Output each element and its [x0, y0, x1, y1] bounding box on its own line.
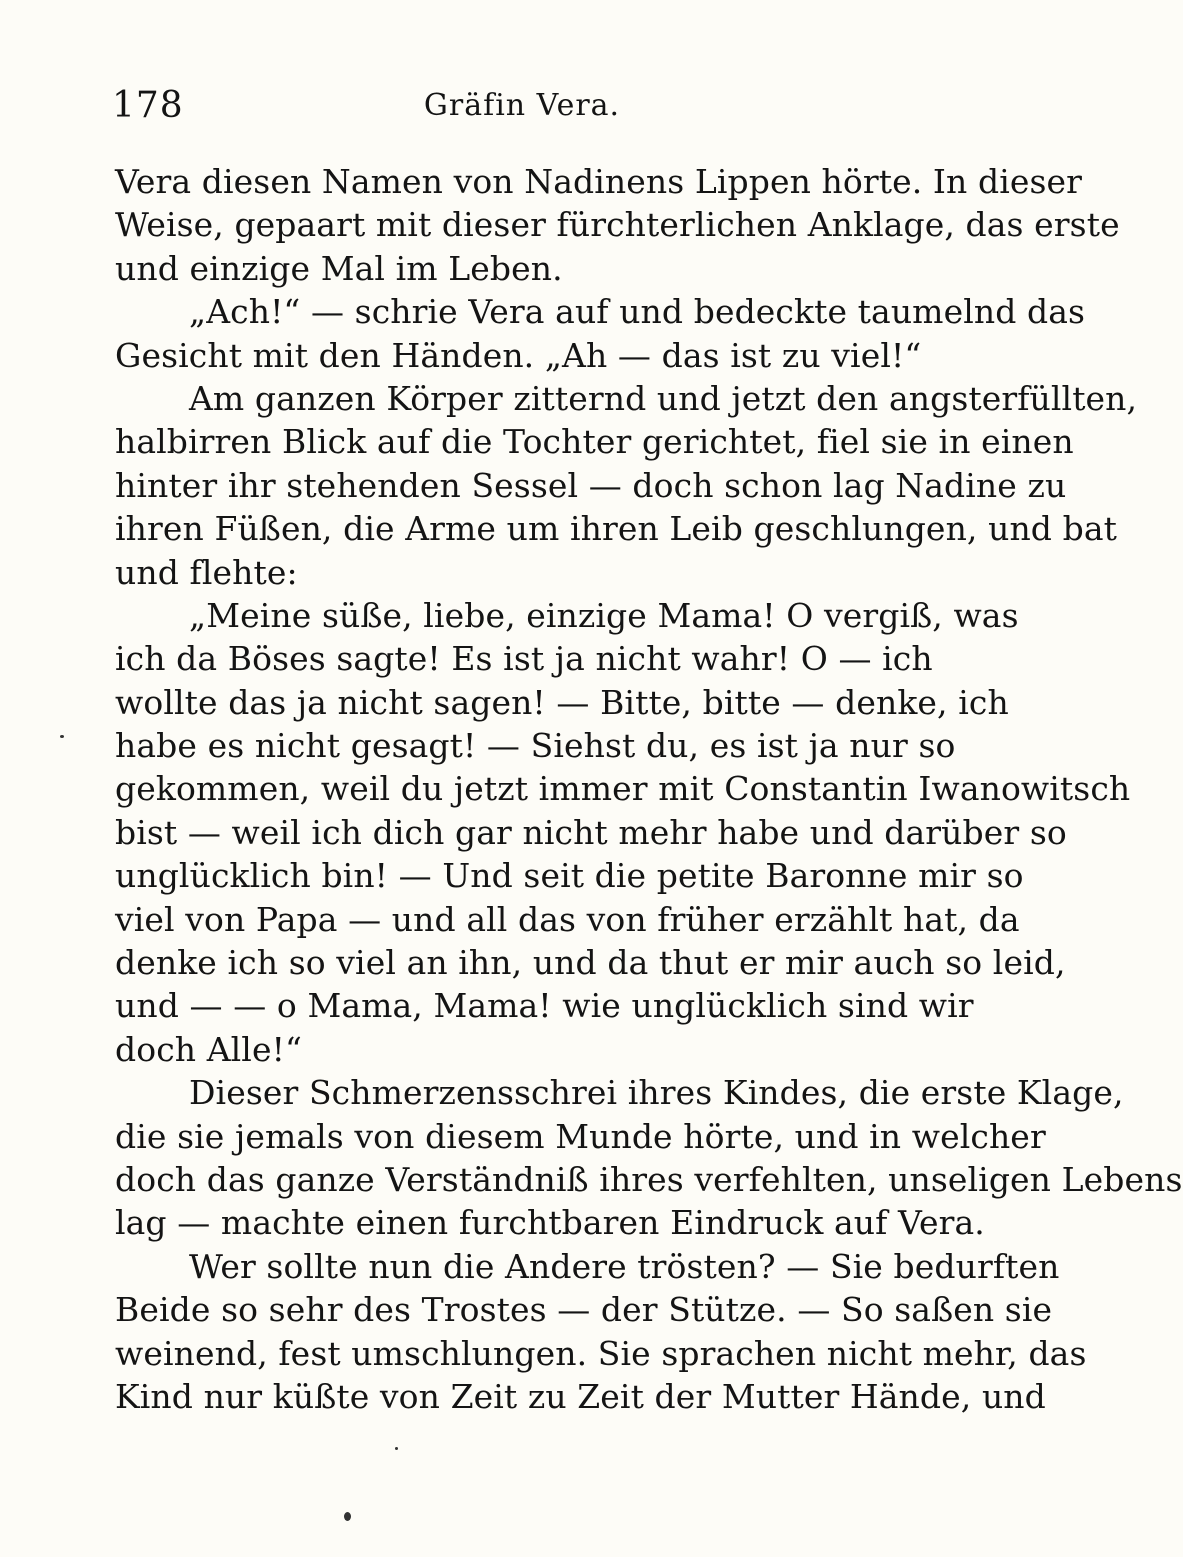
text-line: und flehte: [115, 552, 298, 592]
text-line: viel von Papa — und all das von früher erzählt hat, da [115, 899, 1020, 939]
text-line: weinend, fest umschlungen. Sie sprachen nicht mehr, das [115, 1333, 1087, 1373]
page-number: 178 [112, 85, 184, 126]
text-line: bist — weil ich dich gar nicht mehr habe und darüber so [115, 812, 1067, 852]
text-line: wollte das ja nicht sagen! — Bitte, bitte — denke, ich [115, 682, 1009, 722]
text-line: und — — o Mama, Mama! wie unglücklich sind wir [115, 986, 974, 1026]
ink-speck [344, 1512, 351, 1521]
text-line: gekommen, weil du jetzt immer mit Constantin Iwanowitsch [115, 769, 1131, 809]
text-line: Vera diesen Namen von Nadinens Lippen hörte. In dieser [115, 162, 1083, 201]
text-line: halbirren Blick auf die Tochter gerichtet, fiel sie in einen [115, 422, 1074, 462]
text-line: ihren Füßen, die Arme um ihren Leib geschlungen, und bat [115, 509, 1117, 549]
text-line: Beide so sehr des Trostes — der Stütze. — So saßen sie [115, 1290, 1053, 1330]
ink-speck [395, 1447, 398, 1450]
text-line: „Ach!“ — schrie Vera auf und bedeckte taumelnd das [189, 292, 1086, 332]
text-line: unglücklich bin! — Und seit die petite Baronne mir so [115, 856, 1024, 896]
text-line: habe es nicht gesagt! — Siehst du, es ist ja nur so [115, 726, 956, 766]
text-line: Am ganzen Körper zitternd und jetzt den angsterfüllten, [189, 378, 1138, 418]
page-header [112, 84, 932, 134]
text-line: und einzige Mal im Leben. [115, 248, 563, 288]
running-title: Gräfin Vera. [423, 88, 621, 123]
text-line: die sie jemals von diesem Munde hörte, und in welcher [115, 1116, 1046, 1156]
text-line: Kind nur küßte von Zeit zu Zeit der Mutter Hände, und [115, 1376, 1046, 1416]
body-text [115, 160, 1183, 1418]
text-line: ich da Böses sagte! Es ist ja nicht wahr! O — ich [115, 639, 933, 679]
text-line: denke ich so viel an ihn, und da thut er mir auch so leid, [115, 943, 1066, 983]
text-line: Gesicht mit den Händen. „Ah — das ist zu viel!“ [115, 335, 922, 375]
text-line: doch das ganze Verständniß ihres verfehlten, unseligen Lebens [115, 1159, 1183, 1199]
ink-speck [60, 735, 64, 738]
text-line: doch Alle!“ [115, 1029, 302, 1069]
text-line: Weise, gepaart mit dieser fürchterlichen Anklage, das erste [115, 205, 1120, 245]
text-line: Wer sollte nun die Andere trösten? — Sie bedurften [189, 1246, 1060, 1286]
text-line: Dieser Schmerzensschrei ihres Kindes, die erste Klage, [189, 1073, 1124, 1113]
text-line: „Meine süße, liebe, einzige Mama! O vergiß, was [189, 595, 1019, 635]
text-line: lag — machte einen furchtbaren Eindruck auf Vera. [115, 1203, 985, 1243]
text-line: hinter ihr stehenden Sessel — doch schon lag Nadine zu [115, 465, 1067, 505]
